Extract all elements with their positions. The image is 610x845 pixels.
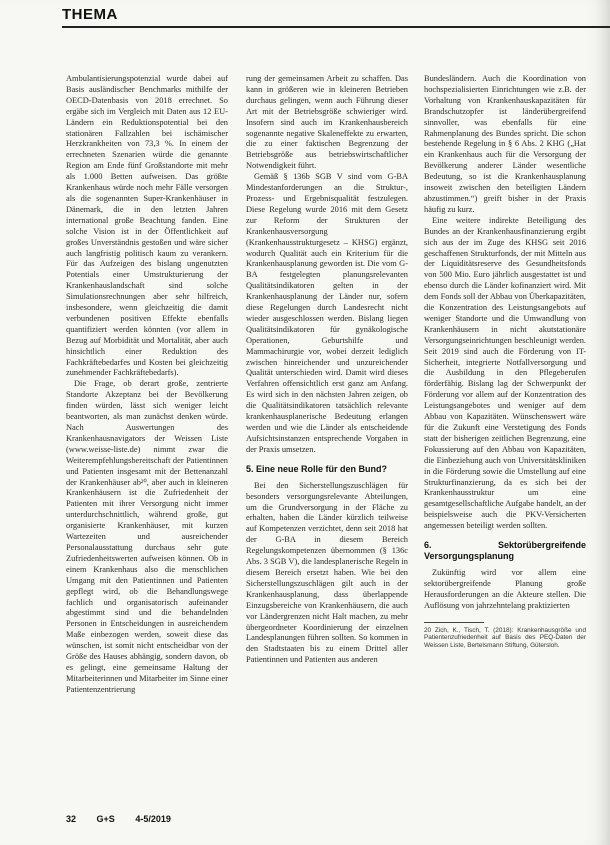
paragraph: Bundesländern. Auch die Koordination von hochspezialisierten Einrichtungen wie z.B. der Vorhaltung von Krankenhauskapazitäten für Brandschutzopfer ist länderübergreifend sinnvoller, was ebenfalls für eine Rahmenplanung des Bundes spricht. Die schon bestehende Regelung in § 6 Abs. 2 KHG („Hat ein Krankenhaus auch für die Versorgung der Bevölkerung anderer Länder wesentliche Bedeutung, so ist die Krankenhausplanung insoweit zwischen den beteiligten Ländern abzustimmen.“) greift bisher in der Praxis häufig zu kurz. <box>424 74 586 214</box>
text-column-3 <box>424 74 586 649</box>
text-column-2 <box>246 74 408 666</box>
section-heading: 5. Eine neue Rolle für den Bund? <box>246 463 388 474</box>
magazine-logo: G+S <box>96 814 115 824</box>
paragraph: Bei den Sicherstellungszuschlägen für besonders versorgungsrelevante Abteilungen, um die Grundversorgung in der Fläche zu erhalten, haben die Länder kürzlich teilweise auf Kompetenzen verzichtet, denn seit 2018 hat der G-BA in diesem Bereich Regelungskompetenzen übernommen (§ 136c Abs. 3 SGB V), die landesplanerische Regeln in diesem Bereich ersetzt haben. Wie bei den Sicherstellungszuschlägen gilt auch in der Krankenhausplanung, dass überlappende Einzugsbereiche von Krankenhäusern, die auch vor Ländergrenzen nicht Halt machen, zu mehr übergeordneter Koordinierung der einzelnen Landesplanungen führen sollten. So kommen in den Stadtstaaten bis zu einem Drittel aller Patientinnen und Patienten aus anderen <box>246 480 408 665</box>
paragraph: rung der gemeinsamen Arbeit zu schaffen. Das kann in größeren wie in kleineren Betrieben durchaus gelingen, wenn auch Führung dieser Art mit der Betriebsgröße schwieriger wird. Insofern sind auch im Krankenhausbereich sogenannte negative Skaleneffekte zu erwarten, die zu einer faktischen Begrenzung der Betriebsgröße aus betriebswirtschaftlicher Notwendigkeit führt. <box>246 74 408 171</box>
issue-label: 4-5/2019 <box>135 814 171 824</box>
section-heading: 6. Sektorübergreifende Versorgungsplanung <box>424 540 586 562</box>
paragraph: Gemäß § 136b SGB V sind vom G-BA Mindestanforderungen an die Struktur-, Prozess- und Ergebnisqualität festzulegen. Diese Regelung wurde 2016 mit dem Gesetz zur Reform der Strukturen der Krankenhausversorgung (Krankenhausstrukturgesetz – KHSG) ergänzt, wodurch Qualität auch ein Kriterium für die Krankenhausplanung geworden ist. Die vom G-BA festgelegten planungsrelevanten Qualitätsindikatoren gelten in der Krankenhausplanung der Länder nur, sofern diese Regelungen durch Landesrecht nicht wieder ausgeschlossen werden. Bislang liegen Qualitätsindikatoren für gynäkologische Operationen, Geburtshilfe und Mammachirurgie vor, wobei derzeit lediglich zwischen hinreichender und unzureichender Qualität unterschieden wird. Damit wird dieses Verfahren offensichtlich erst ganz am Anfang. Es wird sich in den nächsten Jahren zeigen, ob die Qualitätsindikatoren tatsächlich relevante krankenhausplanerische Bedeutung erlangen werden und wie die Länder als entscheidende Aufsichtsinstanzen entsprechende Vorgaben in der Praxis umsetzen. <box>246 172 408 454</box>
footnote: 20 Zich, K., Tisch, T. (2018): Krankenhausgröße und Patientenzufriedenheit auf Basis des PEQ-Daten der Weissen Liste, Bertelsmann Stiftung, Gütersloh. <box>424 626 586 649</box>
section-label: THEMA <box>62 6 118 23</box>
paragraph: Ambulantisierungspotenzial wurde dabei auf Basis ausländischer Benchmarks mithilfe der OECD-Datenbasis von 2018 errechnet. So ergäbe sich im Vergleich mit Daten aus 12 EU-Ländern ein Reduktionspotential bei den stationären Fallzahlen bei ischämischer Herzkrankheiten von 73,3 %. In einem der errechneten Szenarien würde die genannte Region am Ende fünf Großstandorte mit mehr als 1.000 Betten aufweisen. Das größte Krankenhaus würde noch mehr Fälle versorgen als die sogenannten Super-Krankenhäuser in Dänemark, die in den letzten Jahren international große Beachtung fanden. Eine solche Vision ist in der Öffentlichkeit auf großes Unverständnis gestoßen und wäre sicher auch langfristig politisch kaum zu verankern. Für das Aufzeigen des bislang ungenutzten Potentials einer Umstrukturierung der Krankenhauslandschaft sind solche Simulationsrechnungen aber sehr hilfreich, insbesondere, wenn gleichzeitig die damit verbundenen positiven Effekte ebenfalls quantifiziert werden könnten (vor allem in Bezug auf Morbidität und Mortalität, aber auch hinsichtlich einer Reduktion des Fachkräftebedarfes und Kosten bei gleichzeitig zunehmender Fachkräftebedarfs). <box>66 74 228 378</box>
page-number: 32 <box>66 814 77 824</box>
paragraph: Zukünftig wird vor allem eine sektorübergreifende Planung große Herausforderungen an die Akteure stellen. Die Auflösung von jahrzehntelang praktizierten <box>424 568 586 610</box>
page-header <box>62 6 610 28</box>
paragraph: Eine weitere indirekte Beteiligung des Bundes an der Krankenhausfinanzierung ergibt sich aus der im Zuge des KHSG seit 2016 geschaffenen Strukturfonds, der mit Mitteln aus der Liquiditätsreserve des Gesundheitsfonds von 500 Mio. Euro jährlich ausgestattet ist und ebenso durch die Länder kofinanziert wird. Mit dem Fonds soll der Abbau von Überkapazitäten, die Konzentration des Leistungsangebots auf weniger Standorte und die Umwandlung von Krankenhäusern in nicht akutstationäre Versorgungseinrichtungen beschleunigt werden. Seit 2019 sind auch die Förderung von IT-Sicherheit, integrierte Notfallversorgung und die Ausbildung in den Pflegeberufen förderfähig. Bislang lag der Schwerpunkt der Förderung vor allem auf der Konzentration des Leistungsangebotes und weniger auf dem Abbau von Kapazitäten. Wünschenswert wäre für die Zukunft eine Verstetigung des Fonds statt der bisherigen zeitlichen Begrenzung, eine Fokussierung auf den Abbau von Kapazitäten, die Einbeziehung auch von Universitätskliniken in die Förderung sowie die Umstellung auf eine Strukturfinanzierung, da es sich bei der Krankenhausstruktur um eine gesamtgesellschaftliche Aufgabe handelt, an der beispielsweise auch die PKV-Versicherten angemessen beteiligt werden sollten. <box>424 215 586 531</box>
footnote-rule <box>424 622 484 623</box>
paragraph: Die Frage, ob derart große, zentrierte Standorte Akzeptanz bei der Bevölkerung finden würden, lässt sich weniger leicht beantworten, als man zunächst denken würde. Nach Auswertungen des Krankenhausnavigators der Weissen Liste (www.weisse-liste.de) nimmt zwar die Weiterempfehlungsbereitschaft der Patientinnen und Patienten insgesamt mit der Bettenanzahl der Krankenhäuser ab²⁰, aber auch in kleineren Krankenhäusern ist die Zufriedenheit der Patienten mit ihrer Versorgung nicht immer unterdurchschnittlich, während große, gut organisierte Krankenhäuser, mit kurzen Wartezeiten und ausreichender Personalausstattung durchaus sehr gute Zufriedenheitswerten aufweisen können. Ob in einem Krankenhaus also die menschlichen Umgang mit den Patientinnen und Patienten gepflegt wird, ob die Behandlungswege fachlich und organisatorisch aufeinander abgestimmt sind und die behandelnden Personen in Entscheidungen in ausreichendem Maße einbezogen werden, soweit diese das wünschen, ist somit nicht entscheidbar von der Größe des Hauses abhängig, sondern davon, ob es gelingt, eine gemeinsame Haltung der Mitarbeiterinnen und Mitarbeiter im Sinne einer Patientenzentrierung <box>66 379 228 694</box>
page-footer <box>66 814 189 824</box>
text-column-1 <box>66 74 228 696</box>
